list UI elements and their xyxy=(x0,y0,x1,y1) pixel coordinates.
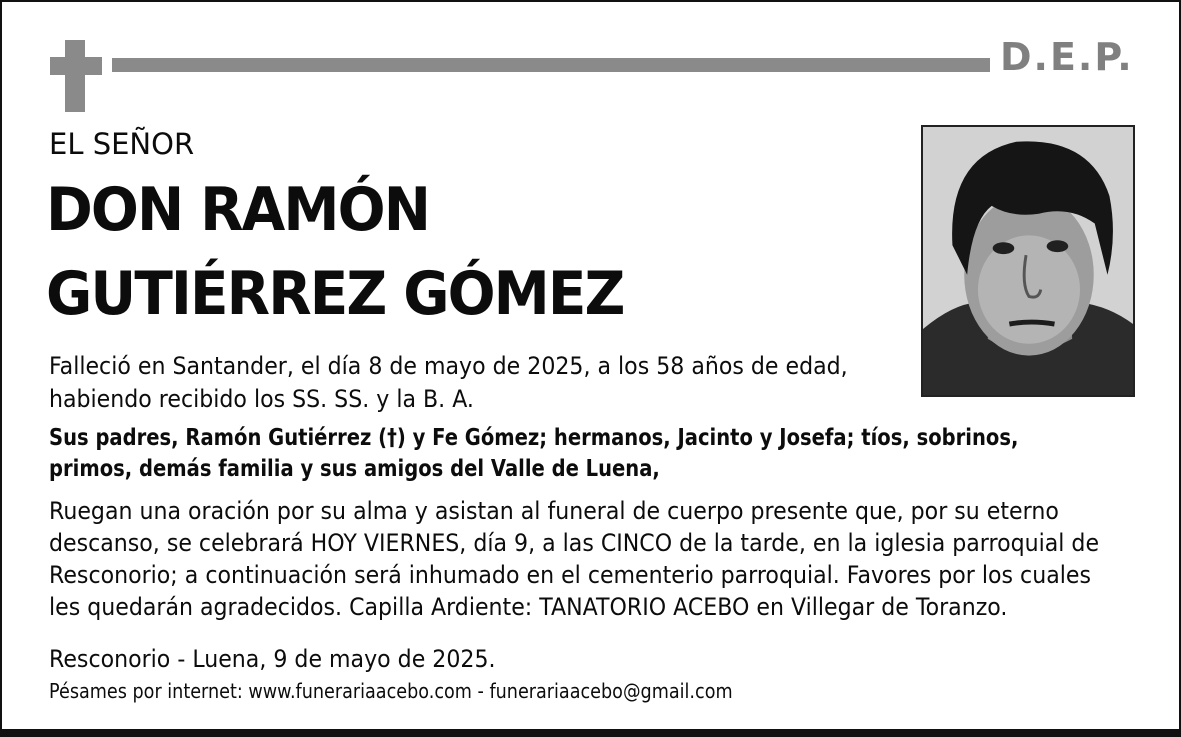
condolences-contact: Pésames por internet: www.funerariaacebo.com - funerariaacebo@gmail.com xyxy=(49,679,733,703)
honorific: EL SEÑOR xyxy=(49,127,195,161)
service-paragraph xyxy=(49,495,1099,623)
deceased-photo xyxy=(921,125,1135,397)
service-line: les quedarán agradecidos. Capilla Ardiente: TANATORIO ACEBO en Villegar de Toranzo. xyxy=(49,593,1008,621)
death-notice xyxy=(49,350,848,416)
header-rule xyxy=(112,58,990,72)
deceased-name-line1: DON RAMÓN xyxy=(46,175,430,245)
place-date: Resconorio - Luena, 9 de mayo de 2025. xyxy=(49,645,496,673)
service-line: descanso, se celebrará HOY VIERNES, día 9, a las CINCO de la tarde, en la iglesia parroquial de xyxy=(49,529,1100,557)
family-line: Sus padres, Ramón Gutiérrez (†) y Fe Gómez; hermanos, Jacinto y Josefa; tíos, sobrinos, xyxy=(49,425,1019,451)
service-line: Ruegan una oración por su alma y asistan al funeral de cuerpo presente que, por su eterno xyxy=(49,497,1059,525)
cross-icon xyxy=(50,40,102,112)
death-notice-line: Falleció en Santander, el día 8 de mayo de 2025, a los 58 años de edad, xyxy=(49,352,848,380)
death-notice-line: habiendo recibido los SS. SS. y la B. A. xyxy=(49,385,474,413)
dep-label: D.E.P. xyxy=(1000,35,1134,79)
family-line: primos, demás familia y sus amigos del Valle de Luena, xyxy=(49,456,660,482)
family-paragraph xyxy=(49,423,1018,485)
deceased-name-line2: GUTIÉRREZ GÓMEZ xyxy=(46,259,624,329)
service-line: Resconorio; a continuación será inhumado en el cementerio parroquial. Favores por los cuales xyxy=(49,561,1091,589)
